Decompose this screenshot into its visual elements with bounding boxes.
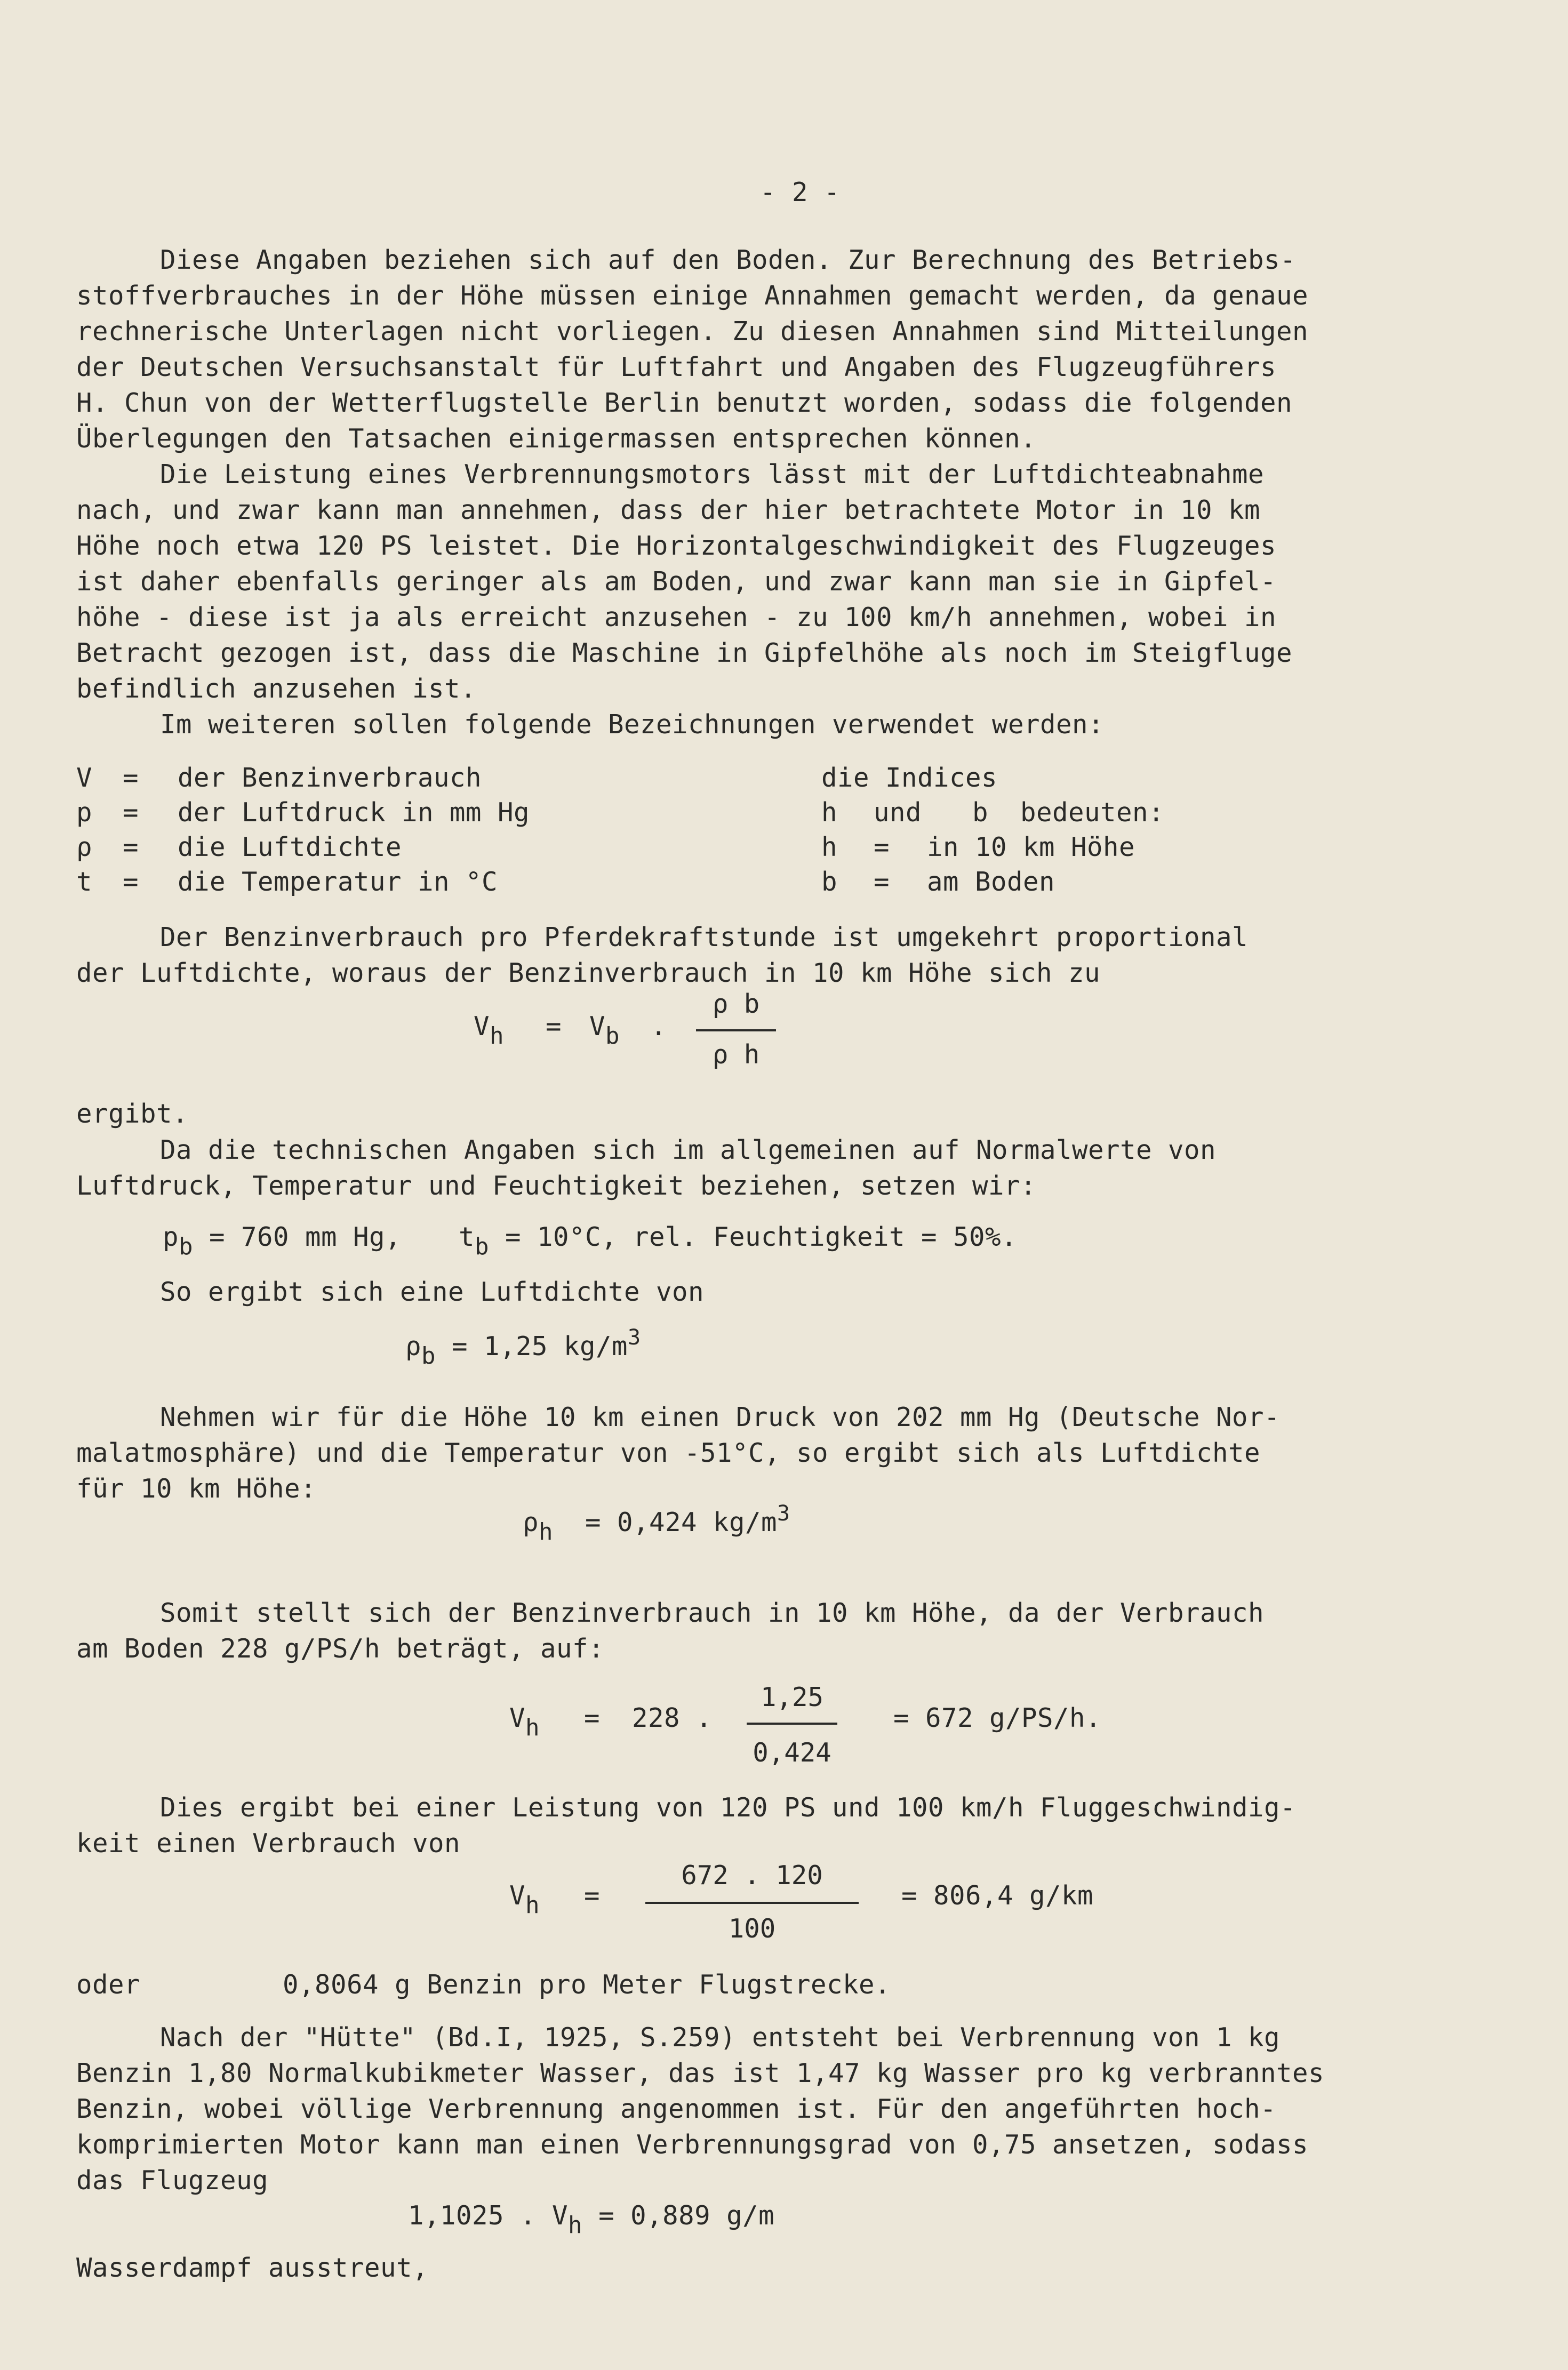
paragraph-8-line-2: am Boden 228 g/PS/h beträgt, auf:: [76, 1634, 605, 1664]
index-h-label: h: [821, 797, 838, 828]
eq1-numerator: ρ b: [712, 989, 760, 1019]
paragraph-4-line-1: Der Benzinverbrauch pro Pferdekraftstunde ist umgekehrt proportional: [160, 922, 1249, 952]
eq5-lhs: Vh: [509, 1703, 540, 1741]
paragraph-2-line-2: nach, und zwar kann man annehmen, dass der hier betrachtete Motor in 10 km: [76, 495, 1261, 525]
index-h-eq: =: [874, 832, 890, 862]
definition-text-rho: die Luftdichte: [178, 832, 402, 862]
definition-eq: =: [123, 832, 139, 862]
definition-symbol-v: V: [76, 763, 93, 793]
index-b-bedeuten: b bedeuten:: [972, 797, 1165, 828]
oder-label: oder: [76, 1969, 141, 2000]
paragraph-5-line-2: Luftdruck, Temperatur und Feuchtigkeit beziehen, setzen wir:: [76, 1171, 1037, 1201]
paragraph-10-line-4: komprimierten Motor kann man einen Verbrennungsgrad von 0,75 ansetzen, sodass: [76, 2129, 1309, 2160]
paragraph-9-line-1: Dies ergibt bei einer Leistung von 120 PS und 100 km/h Fluggeschwindig-: [160, 1792, 1297, 1823]
definition-text-p: der Luftdruck in mm Hg: [178, 797, 530, 828]
definition-eq: =: [123, 763, 139, 793]
eq5-result: = 672 g/PS/h.: [893, 1703, 1102, 1733]
eq5-numerator: 1,25: [760, 1682, 823, 1712]
definition-eq: =: [123, 797, 139, 828]
paragraph-4-line-2: der Luftdichte, woraus der Benzinverbrauch in 10 km Höhe sich zu: [76, 958, 1101, 988]
index-b: b: [821, 867, 838, 897]
eq1-fraction-bar: [696, 1029, 776, 1031]
paragraph-1-line-4: der Deutschen Versuchsanstalt für Luftfahrt und Angaben des Flugzeugführers: [76, 352, 1277, 382]
definition-text-t: die Temperatur in °C: [178, 867, 498, 897]
eq6-equals: =: [584, 1880, 601, 1911]
eq1-denominator: ρ h: [712, 1039, 760, 1070]
paragraph-2-line-1: Die Leistung eines Verbrennungsmotors lässt mit der Luftdichteabnahme: [160, 459, 1265, 490]
eq6-lhs: Vh: [509, 1880, 540, 1919]
eq6-denominator: 100: [728, 1913, 776, 1944]
page-number: - 2 -: [760, 177, 841, 207]
paragraph-1-line-6: Überlegungen den Tatsachen einigermassen entsprechen können.: [76, 423, 1037, 454]
index-und: und: [874, 797, 922, 828]
paragraph-8-line-1: Somit stellt sich der Benzinverbrauch in 10 km Höhe, da der Verbrauch: [160, 1598, 1265, 1628]
paragraph-1-line-5: H. Chun von der Wetterflugstelle Berlin benutzt worden, sodass die folgenden: [76, 388, 1293, 418]
eq4-density-altitude: ρh = 0,424 $kg/m^3$: [523, 1501, 790, 1546]
eq2-temperature: tb = 10°C, rel. Feuchtigkeit = 50%.: [459, 1222, 1018, 1260]
paragraph-2-line-6: Betracht gezogen ist, dass die Maschine in Gipfelhöhe als noch im Steigfluge: [76, 638, 1293, 668]
eq2-pressure: pb = 760 mm Hg,: [163, 1222, 402, 1260]
eq5-factor: 228 .: [632, 1703, 713, 1733]
paragraph-3: Im weiteren sollen folgende Bezeichnungen verwendet werden:: [160, 709, 1105, 740]
index-b-text: am Boden: [927, 867, 1055, 897]
paragraph-5-line-1: Da die technischen Angaben sich im allgemeinen auf Normalwerte von: [160, 1135, 1217, 1165]
eq1-dot: .: [651, 1011, 667, 1042]
definition-eq: =: [123, 867, 139, 897]
paragraph-1-line-1: Diese Angaben beziehen sich auf den Boden. Zur Berechnung des Betriebs-: [160, 245, 1297, 275]
paragraph-10-line-2: Benzin 1,80 Normalkubikmeter Wasser, das ist 1,47 kg Wasser pro kg verbranntes: [76, 2058, 1325, 2088]
paragraph-10-line-1: Nach der "Hütte" (Bd.I, 1925, S.259) entsteht bei Verbrennung von 1 kg: [160, 2022, 1281, 2053]
paragraph-10-line-3: Benzin, wobei völlige Verbrennung angenommen ist. Für den angeführten hoch-: [76, 2094, 1277, 2124]
eq6-numerator: 672 . 120: [681, 1860, 823, 1891]
eq6-fraction-bar: [645, 1902, 859, 1904]
indices-heading: die Indices: [821, 763, 998, 793]
eq3-density-ground: ρb = 1,25 $kg/m^3$: [405, 1325, 641, 1370]
paragraph-2-line-5: höhe - diese ist ja als erreicht anzusehen - zu 100 km/h annehmen, wobei in: [76, 602, 1277, 632]
eq5-denominator: 0,424: [753, 1738, 831, 1768]
paragraph-6: So ergibt sich eine Luftdichte von: [160, 1277, 705, 1307]
paragraph-2-line-3: Höhe noch etwa 120 PS leistet. Die Horizontalgeschwindigkeit des Flugzeuges: [76, 531, 1277, 561]
paragraph-2-line-4: ist daher ebenfalls geringer als am Boden, und zwar kann man sie in Gipfel-: [76, 566, 1277, 597]
paragraph-7-line-1: Nehmen wir für die Höhe 10 km einen Druck von 202 mm Hg (Deutsche Nor-: [160, 1402, 1281, 1432]
eq1-v: Vb: [589, 1011, 620, 1050]
eq7: 1,1025 . Vh = 0,889 g/m: [408, 2200, 775, 2239]
index-h: h: [821, 832, 838, 862]
paragraph-7-line-3: für 10 km Höhe:: [76, 1474, 317, 1504]
definition-symbol-rho: ρ: [76, 832, 93, 862]
index-h-text: in 10 km Höhe: [927, 832, 1135, 862]
ergibt: ergibt.: [76, 1099, 189, 1129]
eq1-equals: =: [546, 1011, 562, 1042]
oder-text: 0,8064 g Benzin pro Meter Flugstrecke.: [283, 1969, 891, 2000]
eq1-lhs: Vh: [474, 1011, 505, 1050]
paragraph-1-line-3: rechnerische Unterlagen nicht vorliegen. Zu diesen Annahmen sind Mitteilungen: [76, 316, 1309, 347]
eq5-equals: =: [584, 1703, 601, 1733]
paragraph-1-line-2: stoffverbrauches in der Höhe müssen einige Annahmen gemacht werden, da genaue: [76, 281, 1309, 311]
paragraph-9-line-2: keit einen Verbrauch von: [76, 1828, 461, 1859]
index-b-eq: =: [874, 867, 890, 897]
paragraph-10-line-5: das Flugzeug: [76, 2165, 269, 2196]
eq6-result: = 806,4 g/km: [901, 1880, 1094, 1911]
definition-text-v: der Benzinverbrauch: [178, 763, 482, 793]
closing-line: Wasserdampf ausstreut,: [76, 2253, 429, 2283]
paragraph-2-line-7: befindlich anzusehen ist.: [76, 674, 477, 704]
definition-symbol-t: t: [76, 867, 93, 897]
paragraph-7-line-2: malatmosphäre) und die Temperatur von -51°C, so ergibt sich als Luftdichte: [76, 1438, 1261, 1468]
definition-symbol-p: p: [76, 797, 93, 828]
eq5-fraction-bar: [747, 1723, 837, 1725]
